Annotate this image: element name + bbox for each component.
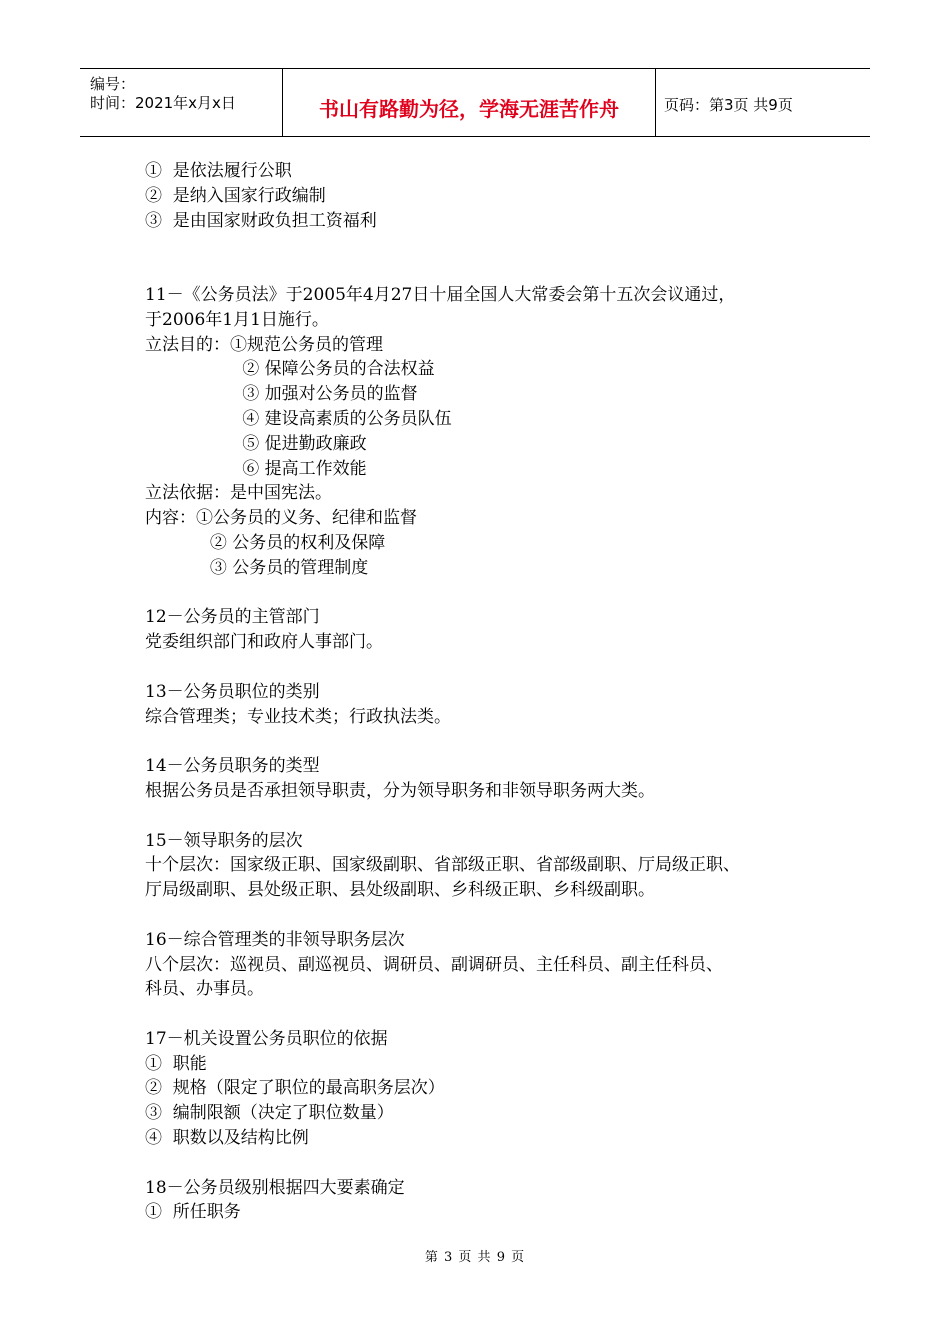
section-17-title: 17－机关设置公务员职位的依据 (145, 1028, 388, 1049)
section-13-body: 综合管理类；专业技术类；行政执法类。 (145, 706, 451, 727)
page-info: 页码：第3页 共9页 (664, 96, 793, 114)
section-12-title: 12－公务员的主管部门 (145, 607, 320, 628)
purpose-item: ② 保障公务员的合法权益 (145, 359, 435, 380)
purpose-item: ⑤ 促进勤政廉政 (145, 433, 367, 454)
list-item: ③ 编制限额（决定了职位数量） (145, 1103, 394, 1124)
section-13-title: 13－公务员职位的类别 (145, 681, 320, 702)
list-item: ① 所任职务 (145, 1202, 241, 1223)
contents-item: ② 公务员的权利及保障 (145, 532, 386, 553)
section-11-line-2: 于2006年1月1日施行。 (145, 309, 329, 330)
purpose-item: ③ 加强对公务员的监督 (145, 384, 418, 405)
serial-number-label: 编号： (90, 75, 136, 93)
legislative-purpose: 立法目的：①规范公务员的管理 (145, 334, 383, 355)
list-item: ② 是纳入国家行政编制 (145, 185, 326, 206)
header-left-cell (80, 69, 282, 136)
section-16-body-line-2: 科员、办事员。 (145, 979, 264, 1000)
header-middle-cell (282, 69, 656, 136)
list-item: ① 职能 (145, 1053, 207, 1074)
section-15-body-line-2: 厅局级副职、县处级正职、县处级副职、乡科级正职、乡科级副职。 (145, 880, 655, 901)
purpose-item: ④ 建设高素质的公务员队伍 (145, 408, 452, 429)
section-15-title: 15－领导职务的层次 (145, 830, 303, 851)
section-16-title: 16－综合管理类的非领导职务层次 (145, 929, 405, 950)
section-14-body: 根据公务员是否承担领导职责，分为领导职务和非领导职务两大类。 (145, 780, 655, 801)
header-right-cell (655, 69, 870, 136)
document-body (145, 159, 835, 1225)
list-item: ② 规格（限定了职位的最高职务层次） (145, 1078, 445, 1099)
section-15-body-line-1: 十个层次：国家级正职、国家级副职、省部级正职、省部级副职、厅局级正职、 (145, 855, 740, 876)
motto-text: 书山有路勤为径，学海无涯苦作舟 (319, 97, 619, 121)
page-footer: 第 3 页 共 9 页 (424, 1250, 526, 1265)
list-item: ③ 是由国家财政负担工资福利 (145, 210, 377, 231)
document-header (80, 68, 870, 137)
section-12-body: 党委组织部门和政府人事部门。 (145, 632, 383, 653)
purpose-item: ⑥ 提高工作效能 (145, 458, 367, 479)
section-14-title: 14－公务员职务的类型 (145, 756, 320, 777)
section-16-body-line-1: 八个层次：巡视员、副巡视员、调研员、副调研员、主任科员、副主任科员、 (145, 954, 723, 975)
contents-item: ③ 公务员的管理制度 (145, 557, 369, 578)
date-label: 时间：2021年x月x日 (90, 94, 236, 112)
section-18-title: 18－公务员级别根据四大要素确定 (145, 1177, 405, 1198)
contents-heading: 内容：①公务员的义务、纪律和监督 (145, 508, 417, 529)
list-item: ④ 职数以及结构比例 (145, 1128, 309, 1149)
list-item: ① 是依法履行公职 (145, 161, 292, 181)
legislative-basis: 立法依据：是中国宪法。 (145, 483, 332, 504)
section-11-line-1: 11－《公务员法》于2005年4月27日十届全国人大常委会第十五次会议通过， (145, 284, 736, 305)
